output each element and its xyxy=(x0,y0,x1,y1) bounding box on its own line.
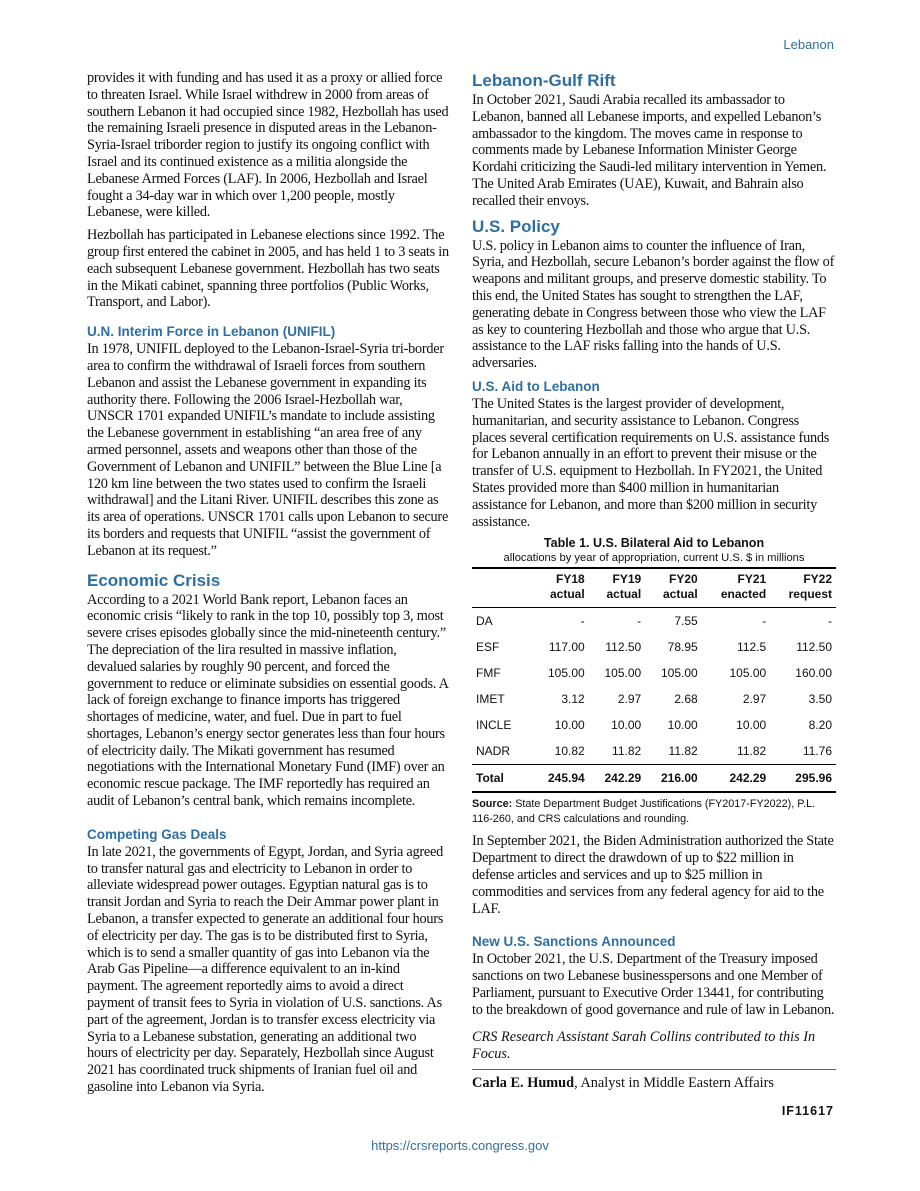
table-source-note xyxy=(472,797,836,827)
table-header-fy22: FY22 request xyxy=(788,572,832,602)
gulf-rift-paragraph: In October 2021, Saudi Arabia recalled its ambassador to Lebanon, banned all Lebanese imports, and expelled Lebanon’s ambassador to the kingdom. The moves came in response to comments made by Lebanese Information Minister George Kordahi criticizing the Saudi-led military intervention in Yemen. The United Arab Emirates (UAE), Kuwait, and Bahrain also recalled their envoys. xyxy=(472,92,827,209)
gulf-rift-heading: Lebanon-Gulf Rift xyxy=(472,71,616,90)
unifil-paragraph: In 1978, UNIFIL deployed to the Lebanon-Israel-Syria tri-border area to confirm the withdrawal of Israeli forces from southern Lebanon and assist the Lebanese government in expanding its authority there. Following the 2006 Israel-Hezbollah war, UNSCR 1701 expanded UNIFIL’s mandate to include assisting the Lebanese government in establishing “an area free of any armed personnel, assets and weapons other than those of the Government of Lebanon and UNIFIL” between the Blue Line [a 120 km line between the two states used to confirm the Israeli withdrawal] and the Litani River. UNIFIL describes this zone as its area of operations. UNSCR 1701 calls upon Lebanon to secure its borders and requests that UNIFIL “assist the government of Lebanon at its request.” xyxy=(87,341,449,559)
author-role: , Analyst in Middle Eastern Affairs xyxy=(574,1074,774,1091)
right-column xyxy=(472,70,836,1092)
table-header-row xyxy=(472,568,836,608)
elections-paragraph: Hezbollah has participated in Lebanese elections since 1992. The group first entered the cabinet in 2005, and has held 1 to 3 seats in each subsequent Lebanese government. Hezbollah has two seats in the Mikati cabinet, spanning three portfolios (Public Works, Transport, and Labor). xyxy=(87,227,449,311)
sanctions-paragraph: In October 2021, the U.S. Department of the Treasury imposed sanctions on two Lebanese businesspersons and one Member of Parliament, pursuant to Executive Order 13441, for contributing to the breakdown of good governance and rule of law in Lebanon. xyxy=(472,951,835,1018)
table-header-fy21: FY21 enacted xyxy=(720,572,767,602)
source-text: State Department Budget Justifications (FY2017-FY2022), P.L. 116-260, and CRS calculations and rounding. xyxy=(472,798,816,826)
gas-deals-paragraph: In late 2021, the governments of Egypt, Jordan, and Syria agreed to transfer natural gas and electricity to Lebanon in order to alleviate widespread power outages. Egyptian natural gas is to transit Jordan and Syria to reach the Deir Ammar power plant in Lebanon, a transfer expected to generate an additional four hours of electricity per day. The gas is to be distributed first to Syria, which is to send a smaller quantity of gas into Lebanon via the Arab Gas Pipeline—a difference equivalent to an in-kind payment. The agreement reportedly aims to avoid a direct payment of transit fees to Syria in violation of U.S. sanctions. As part of the agreement, Jordan is to transfer excess electricity via Syria to a Lebanese substation, generating an additional two hours of electricity per day. Separately, Hezbollah since August 2021 has coordinated truck shipments of Iranian fuel oil and gasoline into Lebanon via Syria. xyxy=(87,843,444,1096)
table-row: FMF 105.00 105.00 105.00 105.00 160.00 xyxy=(476,666,832,681)
table-row: DA - - 7.55 - - xyxy=(476,614,832,629)
table-subtitle: allocations by year of appropriation, current U.S. $ in millions xyxy=(503,552,805,565)
contributor-note: CRS Research Assistant Sarah Collins contributed to this In Focus. xyxy=(472,1028,816,1062)
author-name: Carla E. Humud xyxy=(472,1074,575,1091)
us-policy-paragraph: U.S. policy in Lebanon aims to counter the influence of Iran, Syria, and Hezbollah, secure Lebanon’s border against the flow of weapons and militant groups, and preserve domestic stability. To this end, the United States has sought to strengthen the LAF, generating debate in Congress between those who view the LAF as key to countering Hezbollah and those who argue that U.S. assistance to the LAF risks falling into the hands of U.S. adversaries. xyxy=(472,237,835,372)
source-label: Source: xyxy=(472,798,513,811)
us-policy-heading: U.S. Policy xyxy=(472,216,560,236)
hezbollah-paragraph: provides it with funding and has used it as a proxy or allied force to threaten Israel. While Israel withdrew in 2000 from areas of southern Lebanon it had occupied since 1982, Hezbollah has used the remaining Israeli presence in disputed areas in the Lebanon-Syria-Israel triborder region to justify its ongoing conflict with Israel and its continued existence as a militia alongside the Lebanese Armed Forces (LAF). In 2006, Hezbollah and Israel fought a 34-day war in which over 1,200 people, mostly Lebanese, were killed. xyxy=(87,70,449,221)
table-header-fy18: FY18 actual xyxy=(549,572,585,602)
unifil-heading: U.N. Interim Force in Lebanon (UNIFIL) xyxy=(87,324,336,340)
footer-url-link[interactable]: https://crsreports.congress.gov xyxy=(371,1138,549,1153)
table-row: IMET 3.12 2.97 2.68 2.97 3.50 xyxy=(476,692,832,707)
drawdown-paragraph: In September 2021, the Biden Administration authorized the State Department to direct the drawdown of up to $22 million in defense articles and services and up to $25 million in commodities and services from any federal agency for aid to the LAF. xyxy=(472,833,834,917)
table-row: INCLE 10.00 10.00 10.00 10.00 8.20 xyxy=(476,718,832,733)
table-row: NADR 10.82 11.82 11.82 11.82 11.76 xyxy=(476,744,832,759)
table-header-blank xyxy=(472,568,532,608)
table-total-row: Total 245.94 242.29 216.00 242.29 295.96 xyxy=(472,765,836,793)
economic-crisis-paragraph: According to a 2021 World Bank report, Lebanon faces an economic crisis “likely to rank in the top 10, possibly top 3, most severe crises episodes globally since the mid-nineteenth century.” The depreciation of the lira resulted in massive inflation, devalued salaries by roughly 90 percent, and forced the government to reduce or eliminate subsidies on essential goods. A lack of foreign exchange to finance imports has triggered shortages of medicine, water, and fuel. Due in part to fuel shortages, Lebanon’s energy sector generates less than four hours of electricity daily. The Mikati government has resumed negotiations with the International Monetary Fund (IMF) over an economic rescue package. The IMF reportedly has required an audit of Lebanon’s central bank, which remains incomplete. xyxy=(87,591,448,810)
running-header: Lebanon xyxy=(783,37,834,52)
table-header-fy19: FY19 actual xyxy=(606,572,642,602)
sanctions-heading: New U.S. Sanctions Announced xyxy=(472,934,676,950)
table-header-fy20: FY20 actual xyxy=(662,572,698,602)
product-id: IF11617 xyxy=(781,1104,834,1118)
author-line xyxy=(472,1069,836,1092)
economic-crisis-heading: Economic Crisis xyxy=(87,570,221,590)
us-aid-heading: U.S. Aid to Lebanon xyxy=(472,378,600,394)
aid-table xyxy=(472,567,836,793)
gas-deals-heading: Competing Gas Deals xyxy=(87,826,227,842)
left-column xyxy=(87,70,449,1102)
us-aid-paragraph: The United States is the largest provider of development, humanitarian, and security assistance to Lebanon. Congress places several certification requirements on U.S. assistance funds for Lebanon annually in an effort to prevent their misuse or the transfer of U.S. equipment to Hezbollah. In FY2021, the United States provided more than $400 million in humanitarian assistance for Lebanon, and more than $200 million in security assistance. xyxy=(472,395,830,530)
table-row: ESF 117.00 112.50 78.95 112.5 112.50 xyxy=(476,640,832,655)
table-title: Table 1. U.S. Bilateral Aid to Lebanon xyxy=(543,536,765,551)
aid-table-block xyxy=(472,536,836,827)
